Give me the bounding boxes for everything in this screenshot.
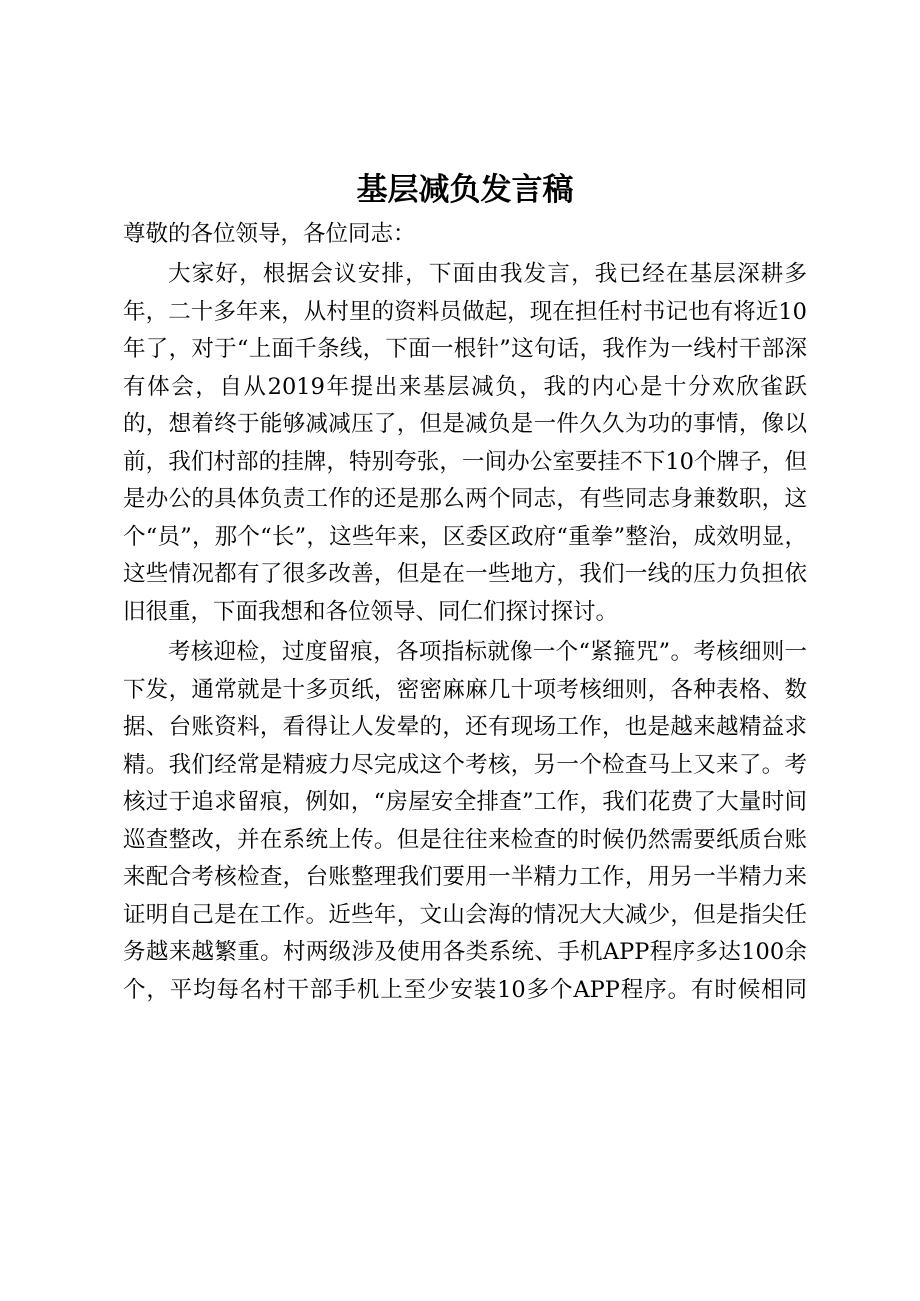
- paragraph-assessment: 考核迎检，过度留痕，各项指标就像一个“紧箍咒”。考核细则一下发，通常就是十多页纸，密密麻麻几十项考核细则，各种表格、数据、台账资料，看得让人发晕的，还有现场工作，也是越来越精益求精。我们经常是精疲力尽完成这个考核，另一个检查马上又来了。考核过于追求留痕，例如，“房屋安全排查”工作，我们花费了大量时间巡查整改，并在系统上传。但是往往来检查的时候仍然需要纸质台账来配合考核检查，台账整理我们要用一半精力工作，用另一半精力来证明自己是在工作。近些年，文山会海的情况大大减少，但是指尖任务越来越繁重。村两级涉及使用各类系统、手机APP程序多达100余个，平均每名村干部手机上至少安装10多个APP程序。有时候相同: [123, 639, 807, 1003]
- document-body: [123, 168, 807, 1012]
- document-title: 基层减负发言稿: [356, 172, 574, 208]
- paragraph-intro: 大家好，根据会议安排，下面由我发言，我已经在基层深耕多年，二十多年来，从村里的资料员做起，现在担任村书记也有将近10年了，对于“上面千条线，下面一根针”这句话，我作为一线村干部深有体会，自从2019年提出来基层减负，我的内心是十分欢欣雀跃的，想着终于能够减减压了，但是减负是一件久久为功的事情，像以前，我们村部的挂牌，特别夸张，一间办公室要挂不下10个牌子，但是办公的具体负责工作的还是那么两个同志，有些同志身兼数职，这个“员”，那个“长”，这些年来，区委区政府“重拳”整治，成效明显，这些情况都有了很多改善，但是在一些地方，我们一线的压力负担依旧很重，下面我想和各位领导、同仁们探讨探讨。: [123, 261, 807, 625]
- salutation: 尊敬的各位领导，各位同志：: [123, 221, 416, 247]
